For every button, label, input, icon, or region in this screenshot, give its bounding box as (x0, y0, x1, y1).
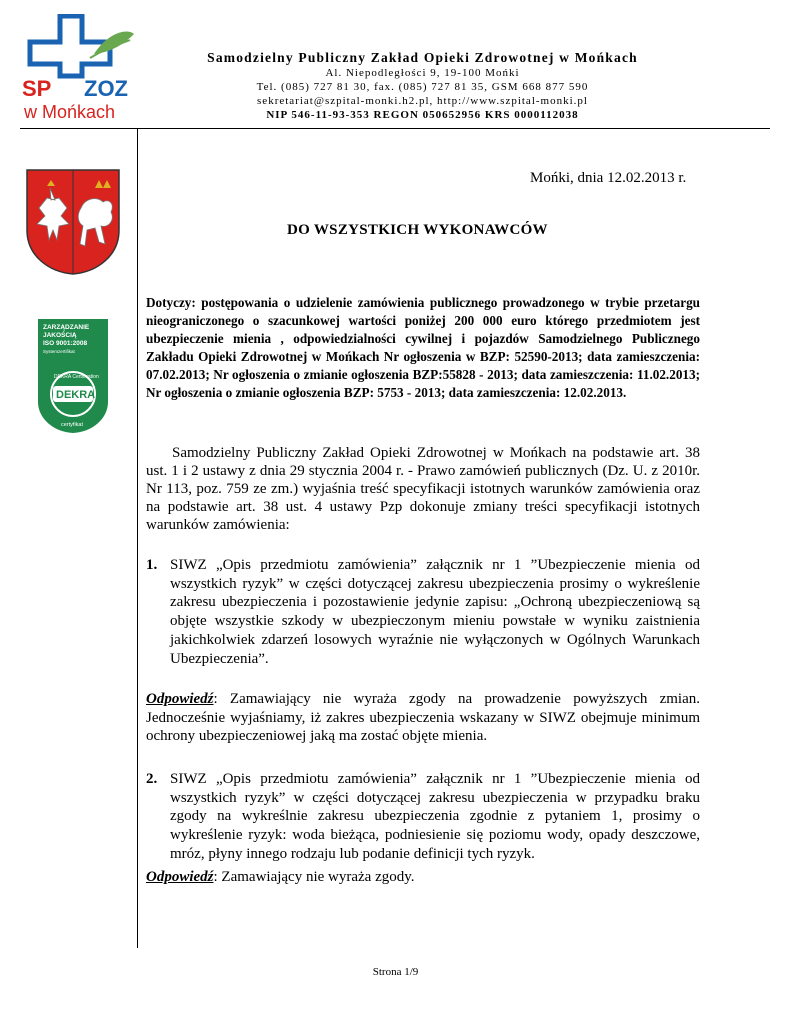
question-item (146, 770, 700, 864)
org-address: Al. Niepodległości 9, 19-100 Mońki (325, 67, 520, 79)
sidebar-divider (137, 128, 138, 948)
letterhead (150, 50, 695, 122)
spzoz-logo (20, 14, 138, 122)
answer-text: : Zamawiający nie wyraża zgody. (213, 869, 415, 885)
letter-intro: Samodzielny Publiczny Zakład Opieki Zdrowotnej w Mońkach na podstawie art. 38 ust. 1 i 2 ustawy z dnia 29 stycznia 2004 r. - Prawo zamówień publicznych (Dz. U. z 2010r. Nr 113, poz. 759 ze zm.) wyjaśnia treść specyfikacji istotnych warunków zamówienia oraz na podstawie art. 38 ust. 4 ustawy Pzp dokonuje zmiany treści specyfikacji istotnych warunków zamówienia: (146, 445, 700, 533)
answer-paragraph (146, 868, 700, 887)
letter-date: Mońki, dnia 12.02.2013 r. (530, 170, 687, 186)
answer-label: Odpowiedź (146, 869, 214, 885)
iso-dekra-badge (37, 318, 109, 434)
org-ids: NIP 546-11-93-353 REGON 050652956 KRS 0000112038 (266, 109, 579, 121)
logo-sp-text: SP (22, 76, 52, 101)
badge-certified-text: certyfikat (61, 422, 84, 428)
org-name: Samodzielny Publiczny Zakład Opieki Zdrowotnej w Mońkach (207, 50, 638, 65)
question-number: 2. (146, 771, 158, 787)
badge-line-1: ZARZĄDZANIE (43, 324, 90, 331)
letter-subject: Dotyczy: postępowania o udzielenie zamówienia publicznego prowadzonego w trybie przetargu nieograniczonego o szacunkowej wartości poniżej 200 000 euro którego przedmiotem jest ubezpieczenie mienia , odpowiedzialności cywilnej i pojazdów Samodzielnego Publicznego Zakładu Opieki Zdrowotnej w Mońkach Nr ogłoszenia w BZP: 52590-2013; data zamieszczenia: 07.02.2013; Nr ogłoszenia o zmianie ogłoszenia BZP:55828 - 2013; data zamieszczenia: 11.02.2013; Nr ogłoszenia o zmianie ogłoszenia BZP: 5753 - 2013; data zamieszczenia: 12.02.2013. (146, 295, 700, 400)
org-contact: sekretariat@szpital-monki.h2.pl, http://www.szpital-monki.pl (257, 95, 588, 107)
logo-cross (30, 16, 110, 76)
badge-ring-text: DEKRA Certification (54, 374, 99, 380)
question-number: 1. (146, 557, 158, 573)
logo-town-text: w Mońkach (24, 102, 116, 122)
badge-line-3: ISO 9001:2008 (43, 340, 88, 347)
org-phone: Tel. (085) 727 81 30, fax. (085) 727 81 35, GSM 668 877 590 (256, 81, 589, 93)
question-item (146, 556, 700, 668)
badge-line-2: JAKOŚCIĄ (43, 332, 77, 339)
answer-paragraph (146, 690, 700, 746)
logo-zoz-text: ZOZ (84, 76, 128, 101)
question-text: SIWZ „Opis przedmiotu zamówienia” załącznik nr 1 ”Ubezpieczenie mienia od wszystkich ryzyk” w części dotyczącej zakresu ubezpieczenia w przypadku braku zgody na wykreślnie zakresu ubezpieczenia zgodnie z pytaniem 1, prosimy o wykreślenie ryzyk: woda bieżąca, podniesienie się poziomu wody, opady deszczowe, mróz, płyny innego rodzaju lub podanie definicji tych ryzyk. (170, 771, 700, 862)
header-divider (20, 128, 770, 129)
answer-label: Odpowiedź (146, 691, 214, 707)
question-text: SIWZ „Opis przedmiotu zamówienia” załącznik nr 1 ”Ubezpieczenie mienia od wszystkich ryzyk” w części dotyczącej zakresu ubezpieczenia prosimy o wykreślenie zakresu ubezpieczenia i pozostawienie jedynie zapisu: „Ochroną ubezpieczeniową są objęte wszystkie szkody w ubezpieczonym mieniu powstałe w wyniku zaistnienia jakichkolwiek zdarzeń losowych wyraźnie nie wyłączonych w Ogólnych Warunkach Ubezpieczenia”. (170, 557, 700, 667)
dekra-logo-text: DEKRA (56, 389, 96, 401)
answer-text: : Zamawiający nie wyraża zgody na prowadzenie powyższych zmian. Jednocześnie wyjaśniamy, iż zakres ubezpieczenia wskazany w SIWZ obejmuje minimum ochrony ubezpieczeniowej jaką ma zostać objęte mienia. (146, 691, 700, 745)
badge-line-4: Systemzertifikat (43, 349, 75, 354)
page-number: Strona 1/9 (372, 966, 419, 978)
letter-title: DO WSZYSTKICH WYKONAWCÓW (287, 222, 548, 238)
coat-of-arms-image (25, 168, 121, 276)
